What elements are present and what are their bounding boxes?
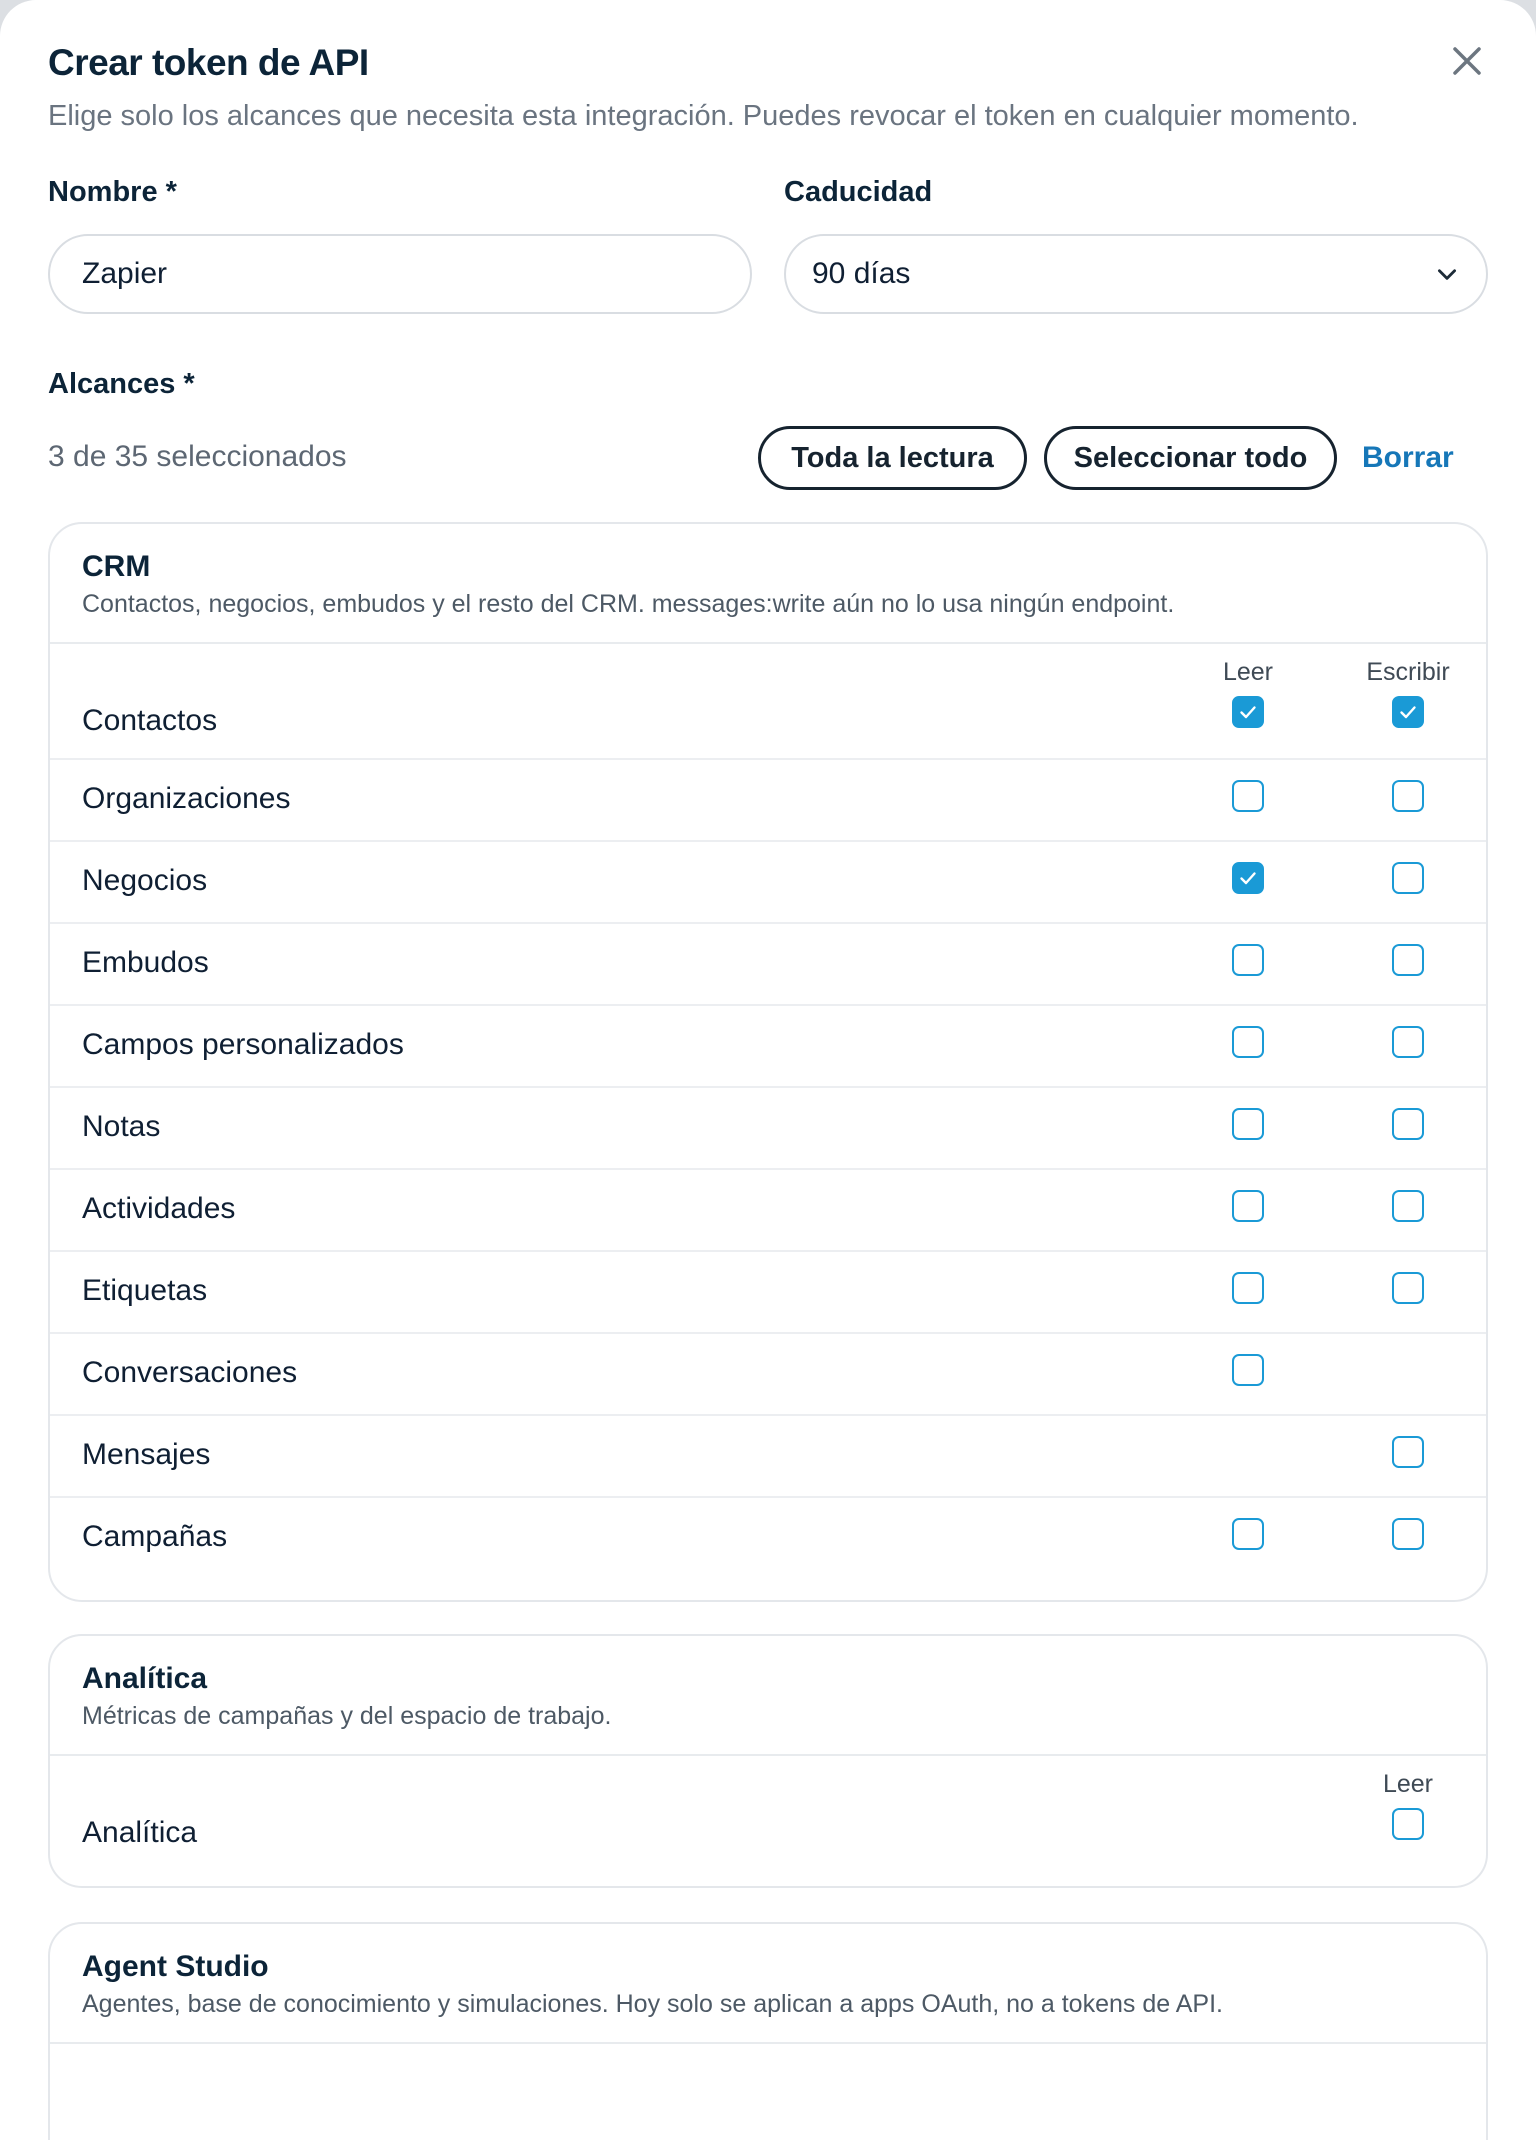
scope-row [50, 686, 1486, 760]
read-checkbox[interactable] [1232, 696, 1264, 728]
write-checkbox[interactable] [1392, 944, 1424, 976]
scope-row-label: Etiquetas [82, 1274, 208, 1307]
read-checkbox[interactable] [1232, 862, 1264, 894]
read-checkbox[interactable] [1232, 1272, 1264, 1304]
write-checkbox[interactable] [1392, 780, 1424, 812]
scope-row [50, 842, 1486, 924]
read-checkbox[interactable] [1232, 1190, 1264, 1222]
read-checkbox[interactable] [1232, 780, 1264, 812]
column-read: Leer [1222, 658, 1274, 686]
scope-row [50, 1088, 1486, 1170]
read-checkbox[interactable] [1392, 1808, 1424, 1840]
group-header [50, 1924, 1486, 2044]
chevron-down-icon [1434, 261, 1460, 287]
scope-row [50, 1416, 1486, 1498]
write-checkbox[interactable] [1392, 1108, 1424, 1140]
group-title: CRM [82, 550, 151, 583]
name-input[interactable] [48, 234, 752, 314]
dialog-subtitle: Elige solo los alcances que necesita esta integración. Puedes revocar el token en cualquier momento. [48, 100, 1359, 132]
scope-row-label: Conversaciones [82, 1356, 298, 1389]
write-checkbox[interactable] [1392, 1272, 1424, 1304]
group-header [50, 524, 1486, 644]
write-checkbox[interactable] [1392, 696, 1424, 728]
dialog-title: Crear token de API [48, 42, 369, 83]
group-title: Analítica [82, 1662, 208, 1695]
scope-row-label: Actividades [82, 1192, 236, 1225]
scope-row-label: Embudos [82, 946, 209, 979]
close-icon[interactable] [1446, 40, 1488, 82]
scope-row-label: Campañas [82, 1520, 228, 1553]
scope-row-label: Campos personalizados [82, 1028, 404, 1061]
scope-group-crm [48, 522, 1488, 1602]
column-write: Escribir [1366, 658, 1450, 686]
write-checkbox[interactable] [1392, 1436, 1424, 1468]
scope-row-label: Analítica [82, 1816, 198, 1849]
group-header [50, 1636, 1486, 1756]
scope-row [50, 1170, 1486, 1252]
read-all-button[interactable]: Toda la lectura [758, 426, 1027, 490]
name-label: Nombre * [48, 176, 177, 208]
group-title: Agent Studio [82, 1950, 269, 1983]
read-checkbox[interactable] [1232, 1108, 1264, 1140]
scope-row [50, 1252, 1486, 1334]
clear-button[interactable]: Borrar [1362, 426, 1454, 490]
scope-row-label: Organizaciones [82, 782, 291, 815]
group-description: Métricas de campañas y del espacio de trabajo. [82, 1702, 612, 1730]
scope-row [50, 760, 1486, 842]
scopes-label: Alcances * [48, 368, 195, 400]
read-checkbox[interactable] [1232, 1354, 1264, 1386]
scope-group-analytics [48, 1634, 1488, 1888]
write-checkbox[interactable] [1392, 862, 1424, 894]
write-checkbox[interactable] [1392, 1190, 1424, 1222]
scope-row-label: Mensajes [82, 1438, 211, 1471]
scope-row [50, 1334, 1486, 1416]
scope-row [50, 924, 1486, 1006]
expiry-select-value: 90 días [812, 257, 911, 290]
expiry-select[interactable] [784, 234, 1488, 314]
select-all-button[interactable]: Seleccionar todo [1044, 426, 1337, 490]
column-read: Leer [1382, 1770, 1434, 1798]
scope-row-label: Negocios [82, 864, 208, 897]
read-checkbox[interactable] [1232, 1026, 1264, 1058]
expiry-label: Caducidad [784, 176, 933, 208]
scope-group-agent-studio [48, 1922, 1488, 2140]
column-headers [50, 1756, 1486, 1798]
column-headers [50, 644, 1486, 686]
write-checkbox[interactable] [1392, 1026, 1424, 1058]
scope-row [50, 1798, 1486, 1872]
group-description: Agentes, base de conocimiento y simulaciones. Hoy solo se aplican a apps OAuth, no a tokens de API. [82, 1990, 1223, 2018]
write-checkbox[interactable] [1392, 1518, 1424, 1550]
scope-row-label: Notas [82, 1110, 161, 1143]
selected-count: 3 de 35 seleccionados [48, 440, 347, 473]
scope-row [50, 1498, 1486, 1580]
scope-row [50, 1006, 1486, 1088]
read-checkbox[interactable] [1232, 1518, 1264, 1550]
read-checkbox[interactable] [1232, 944, 1264, 976]
scope-row-label: Contactos [82, 704, 218, 737]
group-description: Contactos, negocios, embudos y el resto del CRM. messages:write aún no lo usa ningún endpoint. [82, 590, 1175, 618]
